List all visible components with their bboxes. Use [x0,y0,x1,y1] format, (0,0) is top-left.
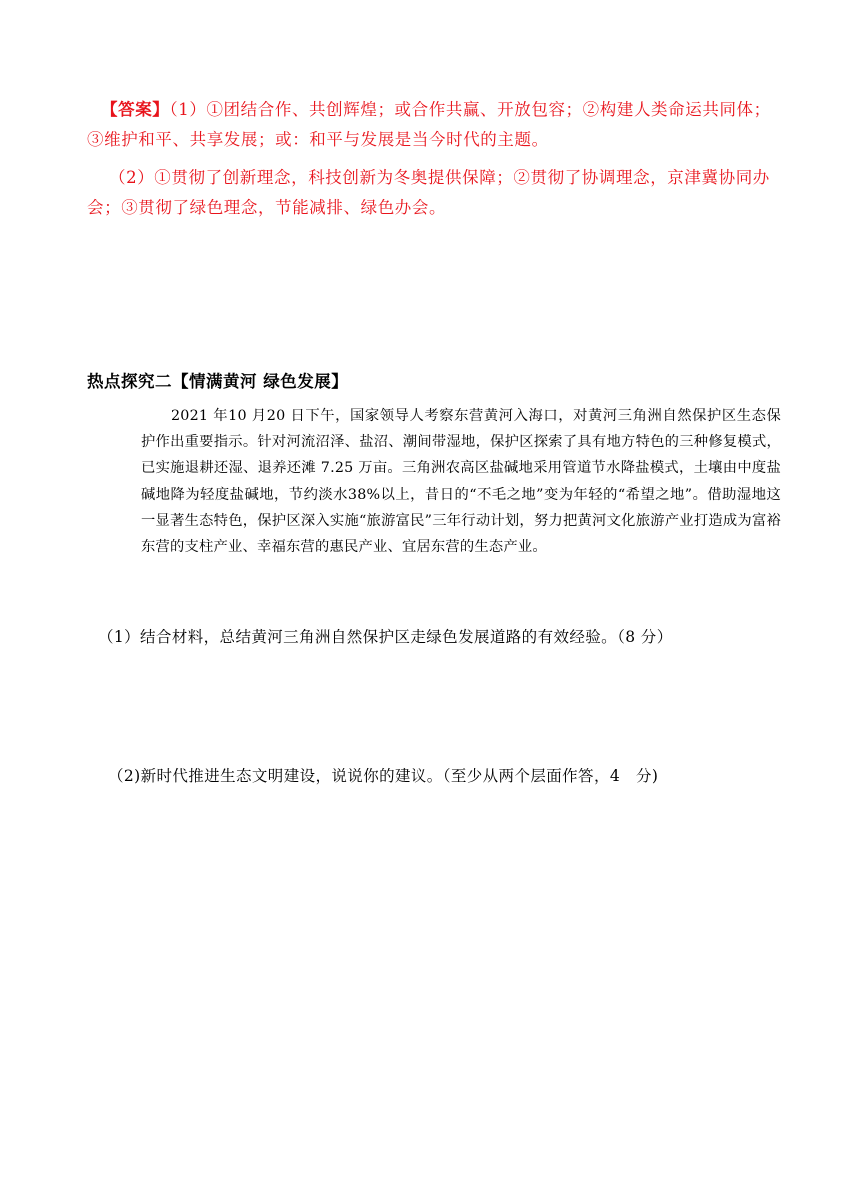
section-title: 热点探究二【情满黄河 绿色发展】 [87,372,349,391]
answer-part-2: （2）①贯彻了创新理念，科技创新为冬奥提供保障；②贯彻了协调理念，京津冀协同办会；③贯彻了绿色理念，节能减排、绿色办会。 [87,168,770,217]
question-2: （2)新时代推进生态文明建设，说说你的建议。（至少从两个层面作答，4 分) [108,767,659,785]
material-paragraph: 2021 年10 月20 日下午，国家领导人考察东营黄河入海口，对黄河三角洲自然保护区生态保护作出重要指示。针对河流沼泽、盐沼、潮间带湿地，保护区探索了具有地方特色的三种修复模式，已实施退耕还湿、退养还滩 7.25 万亩。三角洲农高区盐碱地采用管道节水降盐模式，土壤由中度盐碱地降为轻度盐碱地，节约淡水38%以上，昔日的“不毛之地”变为年轻的“希望之地”。借助湿地这一显著生态特色，保护区深入实施“旅游富民”三年行动计划，努力把黄河文化旅游产业打造成为富裕东营的支柱产业、幸福东营的惠民产业、宜居东营的生态产业。 [141,408,781,556]
answer-part-1 [87,95,787,155]
answer-part-1-text: （1）①团结合作、共创辉煌；或合作共赢、开放包容；②构建人类命运共同体；③维护和平、共享发展；或：和平与发展是当今时代的主题。 [87,100,771,149]
answer-block [87,95,787,223]
answer-tag: 【答案】 [101,100,170,119]
question-1: （1）结合材料，总结黄河三角洲自然保护区走绿色发展道路的有效经验。（8 分） [98,628,673,646]
